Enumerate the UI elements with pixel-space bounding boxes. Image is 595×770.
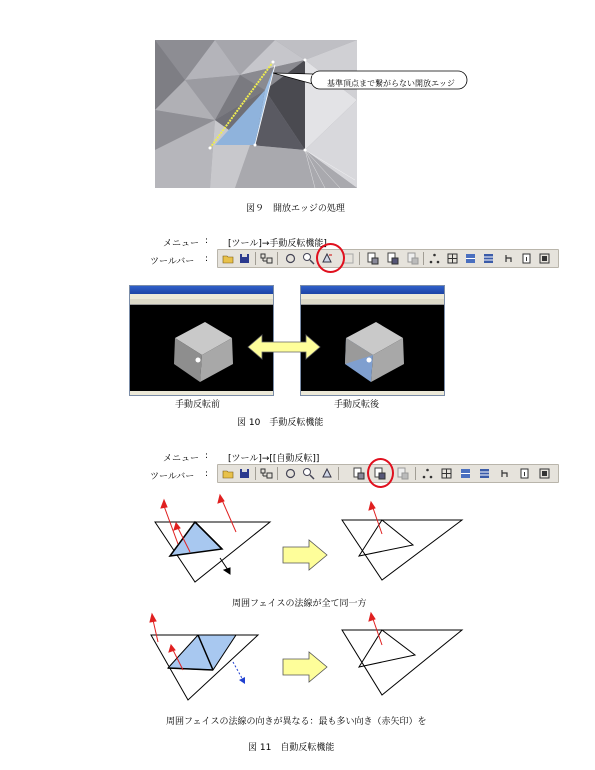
case1-after-diagram [337, 490, 472, 585]
fig11-menu-label: メニュー [163, 454, 200, 464]
manual-flip-highlight-circle [316, 243, 345, 273]
save-icon[interactable] [238, 252, 251, 265]
before-flip-label: 手動反転前 [175, 400, 221, 410]
flip-disabled-icon [396, 467, 409, 480]
auto-flip-icon[interactable] [352, 467, 365, 480]
link-icon[interactable] [498, 467, 511, 480]
vertex-icon[interactable] [421, 467, 434, 480]
open-edge-callout: 基準頂点まで繋がらない開放エッジ [327, 79, 455, 88]
auto-flip-icon[interactable] [366, 252, 379, 265]
figure-9-caption: 図９ 開放エッジの処理 [246, 204, 345, 214]
auto-flip-all-icon[interactable] [386, 252, 399, 265]
info-icon[interactable] [518, 467, 531, 480]
toolbar-separator [415, 467, 416, 480]
toolbar-separator [359, 252, 360, 265]
toolbar-separator [277, 252, 278, 265]
strip-alt-icon[interactable] [478, 467, 491, 480]
toolbar-separator [255, 252, 256, 265]
case2-yellow-arrow [281, 650, 329, 684]
grid-icon[interactable] [440, 467, 453, 480]
figure-10-caption: 図 10 手動反転機能 [237, 418, 324, 428]
fig10-menu-path: [ツール]→手動反転機能] [228, 239, 327, 249]
toolbar-separator [255, 467, 256, 480]
fig10-menu-label: メニュー [163, 239, 200, 249]
fit-icon[interactable] [538, 467, 551, 480]
manual-flip-icon[interactable] [321, 467, 334, 480]
fig11-toolbar-label: ツールバー [150, 472, 195, 482]
toolbar-separator [338, 467, 339, 480]
fit-icon[interactable] [538, 252, 551, 265]
fig10-toolbar-label: ツールバー [150, 257, 195, 267]
open-file-icon[interactable] [222, 467, 235, 480]
rotate-icon[interactable] [284, 467, 297, 480]
case2-label: 周囲フェイスの法線の向きが異なる：最も多い向き（赤矢印）を [166, 717, 427, 727]
auto-flip-highlight-circle [367, 458, 394, 488]
strip-alt-icon[interactable] [482, 252, 495, 265]
toolbar-separator [423, 252, 424, 265]
save-icon[interactable] [238, 467, 251, 480]
case1-label: 周囲フェイスの法線が全て同一方 [232, 599, 367, 609]
zoom-icon[interactable] [302, 252, 315, 265]
fig11-menu-sep: : [205, 451, 209, 461]
strip-icon[interactable] [459, 467, 472, 480]
zoom-icon[interactable] [302, 467, 315, 480]
structure-icon[interactable] [260, 252, 273, 265]
figure-11-caption: 図 11 自動反転機能 [248, 743, 335, 753]
case2-before-diagram [143, 610, 268, 705]
link-icon[interactable] [502, 252, 515, 265]
open-edge-mesh-image [155, 40, 455, 188]
rotate-icon[interactable] [284, 252, 297, 265]
info-icon[interactable] [520, 252, 533, 265]
grid-icon[interactable] [446, 252, 459, 265]
toolbar-separator [277, 467, 278, 480]
fig10-toolbar [217, 249, 559, 268]
fig11-toolbar-sep: : [205, 469, 209, 479]
case1-yellow-arrow [281, 538, 329, 572]
structure-icon[interactable] [260, 467, 273, 480]
fig11-menu-path: [ツール]→[[自動反転]] [228, 454, 320, 464]
strip-icon[interactable] [464, 252, 477, 265]
after-flip-label: 手動反転後 [334, 400, 380, 410]
case2-after-diagram [337, 605, 472, 700]
vertex-icon[interactable] [428, 252, 441, 265]
fig10-toolbar-sep: : [205, 254, 209, 264]
open-file-icon[interactable] [222, 252, 235, 265]
case1-before-diagram [150, 492, 280, 587]
double-arrow-icon [246, 333, 322, 361]
flip-disabled-icon [406, 252, 419, 265]
fig10-menu-sep: : [205, 236, 209, 246]
